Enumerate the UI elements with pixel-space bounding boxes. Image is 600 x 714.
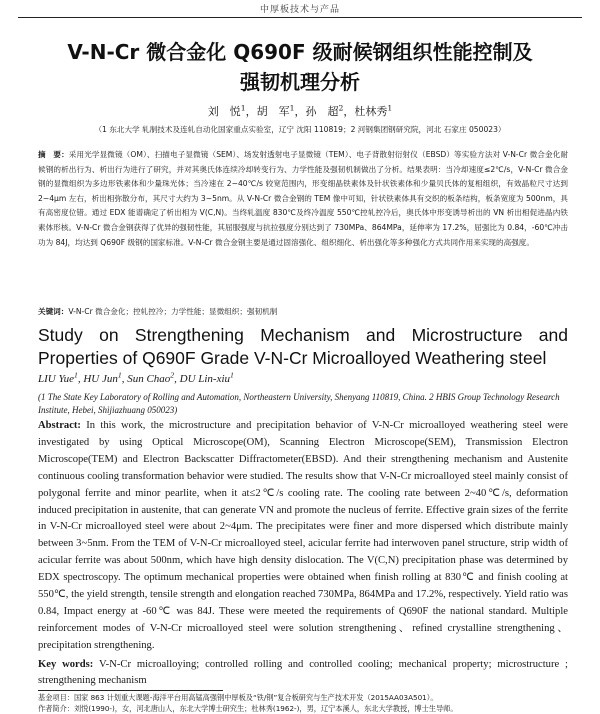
en-abstract-label: Abstract: [38, 420, 81, 431]
footnote-funding: 基金项目：国家 863 计划重大课题-海洋平台用高锰高强钢中厚板及“铁/钢”复合板研究与生产技术开发（2015AA03A501）。 [38, 693, 438, 702]
en-authors [38, 370, 234, 385]
cn-abstract-text: 采用光学显微镜（OM）、扫描电子显微镜（SEM）、场发射透射电子显微镜（TEM）、电子背散射衍射仪（EBSD）等实验方法对 V-N-Cr 微合金化耐候钢的析出行为、析出行为进行了研究，并对其奥氏体连续冷却转变行为、力学性能及强韧机制做出了分析。结果表明：当冷却速度≤2℃/s，V-N-Cr 微合金钢的显微组织为多边形铁素体和少量珠光体；当冷速在 2~40℃/s 较宽范围内，形变细晶铁素体及针状铁素体和少量贝氏体的复相组织，有效晶粒尺寸达到 2~4μm 左右，析出相弥散分布，其尺寸大约为 3~5nm。从 V-N-Cr 微合金钢的 TEM 像中可知，针状铁素体具有交织的板条结构，板条宽度为 500nm，具有高密度位错。通过 EDX 能谱确定了析出相为 V(C,N)。当终轧温度 830℃及终冷温度 550℃控轧控冷后，奥氏体中形变诱导析出的 VN 析出相促进晶内铁素体形核。V-N-Cr 微合金钢获得了优异的强韧性能，其屈服强度与抗拉强度分别达到了 730MPa、864MPa，延伸率为 17.2%，屈强比为 0.84，-60℃冲击功为 84J，均达到 Q690F 级钢的国家标准。V-N-Cr 微合金钢主要是通过固溶强化、组织细化、析出强化等多种强化方式共同作用来实现的高强度。 [38, 150, 568, 247]
en-author: LIU Yue [38, 373, 74, 385]
en-title-line1: Study on Strengthening Mechanism and Microstructure and [38, 325, 568, 345]
cn-author-sup: 1 [289, 103, 295, 113]
cn-affiliation: （1 东北大学 轧制技术及连轧自动化国家重点实验室，辽宁 沈阳 110819；2 河钢集团钢研究院，河北 石家庄 050023） [94, 125, 506, 134]
cn-abstract-label: 摘 要： [38, 150, 69, 159]
cn-keywords-text: V-N-Cr 微合金化；控轧控冷；力学性能；显微组织；强韧机制 [68, 307, 278, 316]
footnote-author-info: 作者简介：刘悦(1990-)，女，河北唐山人，东北大学博士研究生；杜林秀(1962-)，男，辽宁本溪人，东北大学教授，博士生导师。 [38, 704, 458, 713]
cn-abstract [38, 148, 568, 250]
en-author: DU Lin-xiu [179, 373, 231, 385]
author-separator: ， [294, 105, 306, 118]
footnote-rule [38, 690, 223, 691]
running-header: 中厚板技术与产品 [259, 5, 340, 15]
cn-author: 杜林秀 [354, 105, 388, 118]
cn-keywords [38, 305, 568, 319]
author-separator: , [77, 373, 84, 385]
author-separator: , [174, 373, 180, 385]
en-abstract [38, 418, 568, 655]
en-keywords [38, 657, 568, 689]
cn-author: 刘 悦 [207, 105, 241, 118]
en-affiliation: (1 The State Key Laboratory of Rolling and Automation, Northeastern University, Shenyang 110819, China. 2 HBIS Group Technology Research Institute, Hebei, Shijiazhuang 050023) [38, 392, 560, 415]
en-keywords-label: Key words: [38, 659, 94, 670]
cn-author: 胡 军 [256, 105, 290, 118]
cn-keywords-label: 关键词： [38, 307, 69, 316]
cn-title-line1: V-N-Cr 微合金化 Q690F 级耐候钢组织性能控制及 [67, 40, 533, 64]
en-author-sup: 2 [170, 370, 175, 380]
author-separator: , [121, 373, 128, 385]
header-rule [18, 17, 582, 18]
cn-authors [0, 103, 600, 119]
cn-title-line2: 强韧机理分析 [240, 70, 360, 94]
en-author: Sun Chao [127, 373, 171, 385]
en-author-sup: 1 [230, 370, 234, 380]
cn-author-sup: 1 [387, 103, 393, 113]
en-author-sup: 1 [73, 370, 78, 380]
en-author-sup: 1 [117, 370, 122, 380]
cn-author-sup: 1 [240, 103, 246, 113]
en-author: HU Jun [83, 373, 118, 385]
author-separator: ， [245, 105, 257, 118]
cn-author-sup: 2 [338, 103, 344, 113]
cn-author: 孙 超 [305, 105, 339, 118]
en-title-line2: Properties of Q690F Grade V-N-Cr Microalloyed Weathering steel [38, 348, 547, 368]
en-abstract-text: In this work, the microstructure and precipitation behavior of V-N-Cr microalloyed weathering steel were investigated by using Optical Microscope(OM), Scanning Electron Microscope(SEM), Transmission Electron Microscope(TEM) and Electron Backscatter Diffractometer(EBSD). And their strengthening mechanism and Austenite continuous cooling transformation behavior were studied. The results show that V-N-Cr microalloyed steel mainly consist of polygonal ferrite and minor pearlite, when it at≤2℃/s cooling rate. The cooling rate between 2~40℃/s, deformation induced precipitation in austenite, that can generate VN and promote the nucleus of ferrite. Effective grain sizes of the ferrite in V-N-Cr microalloyed steel were about 2~4μm. The precipitates were finer and more dispersed which distribute mainly between 3~5nm. From the TEM of V-N-Cr microalloyed steel, acicular ferrite had interwoven panel structure, strip width of acicular ferrite was about 500nm, which have high density dislocation. The V(C,N) precipitation phase was determined by EDX spectroscopy. The optimum mechanical properties were obtained when finish rolling at 830℃ and finish cooling at 550℃, the yield strength, tensile strength and elongation reached 730MPa, 864MPa and 17.2%, respectively. Yield ratio was 0.84, Impact energy at -60℃ was 84J. These were meeted the requirements of Q690F the national standard. Multiple reinforcement modes of V-N-Cr microalloyed steel were solution strengthening、refined crystalline strengthening、precipitation strengthening. [38, 420, 568, 651]
en-keywords-text: V-N-Cr microalloying; controlled rolling and controlled cooling; mechanical property; microstructure ; strengthening mechanism [38, 659, 568, 686]
author-separator: ， [343, 105, 355, 118]
